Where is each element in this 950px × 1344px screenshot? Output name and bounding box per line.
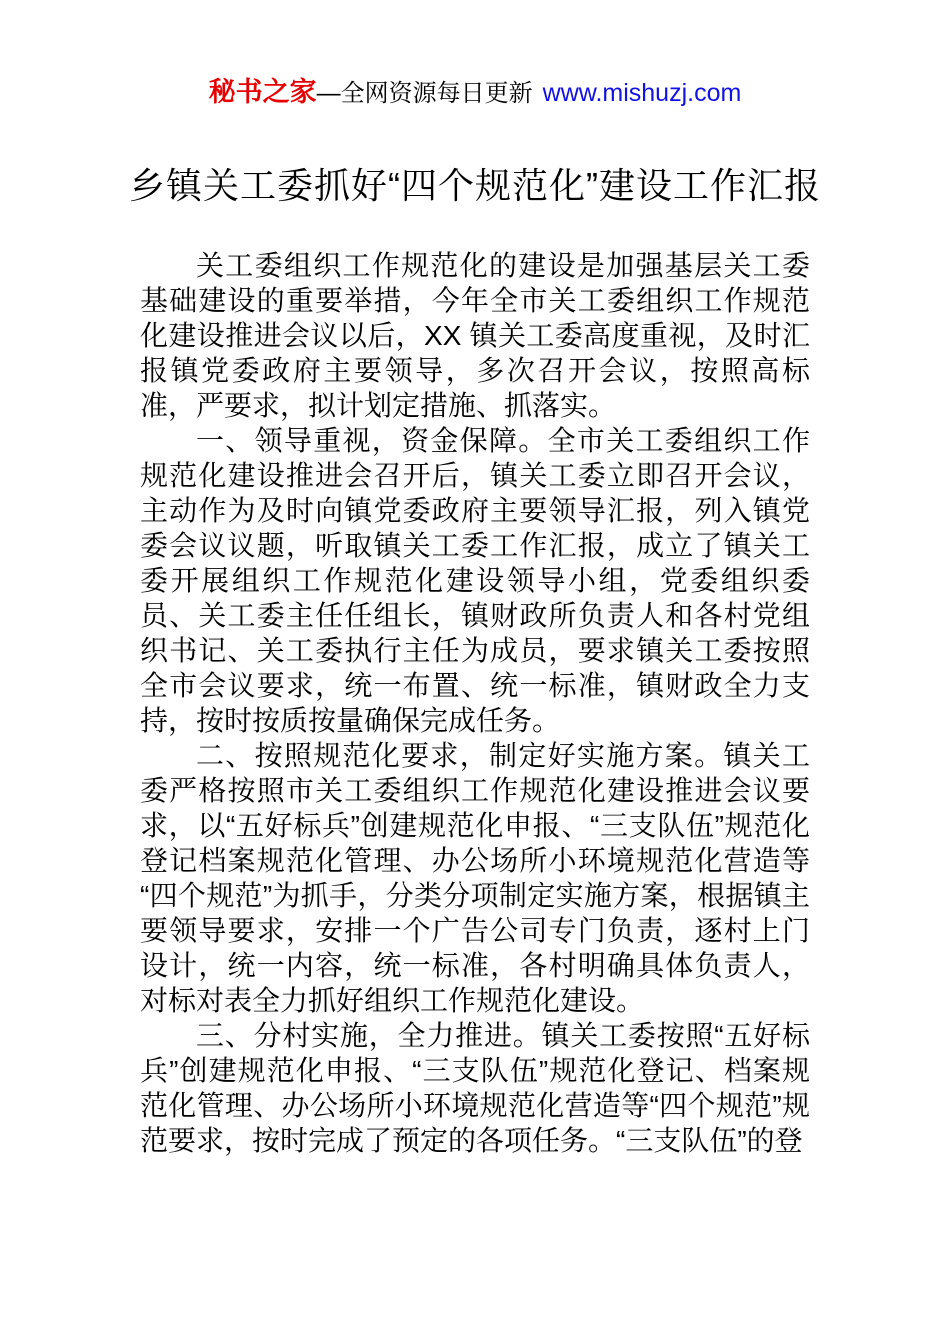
body-paragraph-section-1: 一、领导重视，资金保障。全市关工委组织工作规范化建设推进会召开后，镇关工委立即召开会议，主动作为及时向镇党委政府主要领导汇报，列入镇党委会议议题，听取镇关工委工作汇报，成立了镇关工委开展组织工作规范化建设领导小组，党委组织委员、关工委主任任组长，镇财政所负责人和各村党组织书记、关工委执行主任为成员，要求镇关工委按照全市会议要求，统一布置、统一标准，镇财政全力支持，按时按质按量确保完成任务。: [140, 425, 810, 736]
body-paragraph-section-2: 二、按照规范化要求，制定好实施方案。镇关工委严格按照市关工委组织工作规范化建设推进会议要求，以“五好标兵”创建规范化申报、“三支队伍”规范化登记档案规范化管理、办公场所小环境规范化营造等“四个规范”为抓手，分类分项制定实施方案，根据镇主要领导要求，安排一个广告公司专门负责，逐村上门设计，统一内容，统一标准，各村明确具体负责人，对标对表全力抓好组织工作规范化建设。: [140, 740, 810, 1016]
document-body: [140, 248, 810, 1158]
tagline-text: —全网资源每日更新: [316, 80, 533, 107]
brand-text: 秘书之家: [208, 77, 317, 107]
document-title: 乡镇关工委抓好“四个规范化”建设工作汇报: [129, 165, 821, 206]
body-paragraph-section-3: 三、分村实施，全力推进。镇关工委按照“五好标兵”创建规范化申报、“三支队伍”规范化登记、档案规范化管理、办公场所小环境规范化营造等“四个规范”规范要求，按时完成了预定的各项任务。“三支队伍”的登: [140, 1020, 810, 1156]
site-header: [0, 0, 950, 108]
body-paragraph-intro: 关工委组织工作规范化的建设是加强基层关工委基础建设的重要举措，今年全市关工委组织工作规范化建设推进会议以后，XX 镇关工委高度重视，及时汇报镇党委政府主要领导，多次召开会议，按照高标准，严要求，拟计划定措施、抓落实。: [140, 250, 810, 421]
site-url-link[interactable]: www.mishuzj.com: [542, 79, 742, 107]
